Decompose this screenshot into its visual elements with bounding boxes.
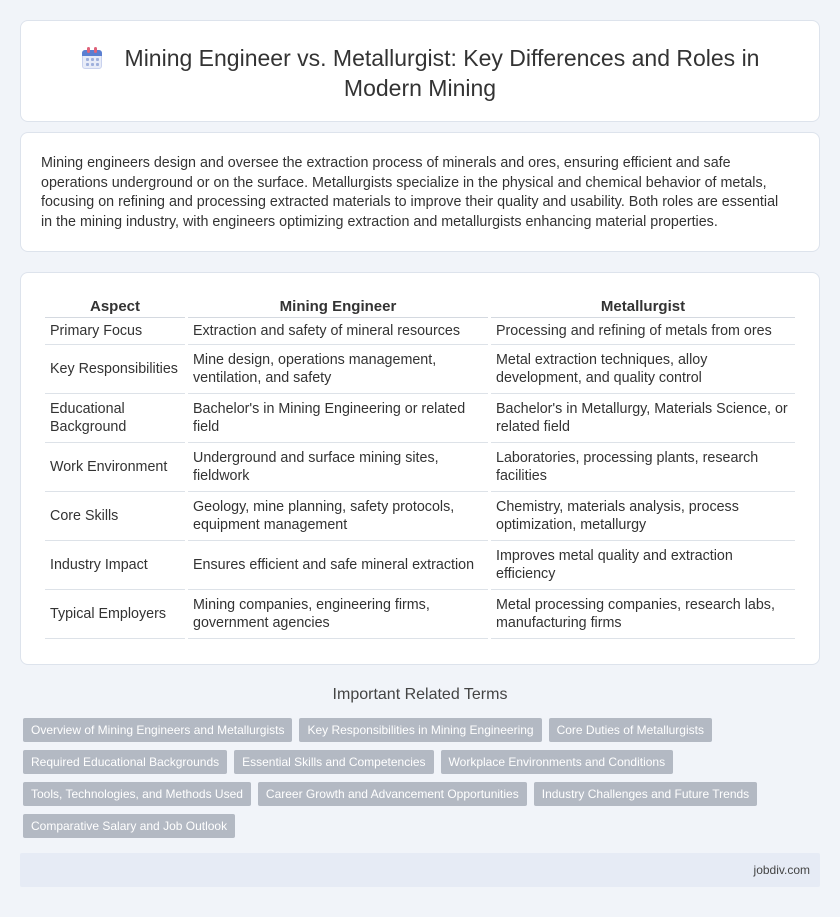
cell-aspect: Work Environment: [45, 443, 185, 492]
title-card: [20, 20, 820, 122]
related-tag[interactable]: Industry Challenges and Future Trends: [534, 782, 757, 806]
cell-metallurgist: Metal processing companies, research labs, manufacturing firms: [491, 590, 795, 639]
related-tag[interactable]: Essential Skills and Competencies: [234, 750, 433, 774]
cell-aspect: Primary Focus: [45, 318, 185, 345]
header-aspect: Aspect: [45, 296, 185, 318]
header-metallurgist: Metallurgist: [491, 296, 795, 318]
related-tag[interactable]: Comparative Salary and Job Outlook: [23, 814, 235, 838]
table-row: [45, 394, 795, 443]
intro-paragraph: Mining engineers design and oversee the extraction process of minerals and ores, ensuring efficient and safe operations underground or on the surface. Metallurgists specialize in the physical and chemical behavior of metals, focusing on refining and processing extracted materials to improve their quality and usability. Both roles are essential in the mining industry, with engineers optimizing extraction and metallurgists enhancing material properties.: [41, 155, 779, 230]
cell-mining-engineer: Geology, mine planning, safety protocols, equipment management: [188, 492, 488, 541]
cell-metallurgist: Bachelor's in Metallurgy, Materials Science, or related field: [491, 394, 795, 443]
related-tag[interactable]: Workplace Environments and Conditions: [441, 750, 674, 774]
header-mining-engineer: Mining Engineer: [188, 296, 488, 318]
page-title: [61, 43, 779, 103]
table-row: [45, 492, 795, 541]
related-tag[interactable]: Core Duties of Metallurgists: [549, 718, 712, 742]
cell-metallurgist: Processing and refining of metals from ores: [491, 318, 795, 345]
cell-mining-engineer: Extraction and safety of mineral resources: [188, 318, 488, 345]
cell-metallurgist: Chemistry, materials analysis, process optimization, metallurgy: [491, 492, 795, 541]
footer-site-link[interactable]: jobdiv.com: [753, 863, 810, 877]
footer: [20, 853, 820, 887]
cell-metallurgist: Improves metal quality and extraction efficiency: [491, 541, 795, 590]
cell-aspect: Key Responsibilities: [45, 345, 185, 394]
cell-metallurgist: Metal extraction techniques, alloy development, and quality control: [491, 345, 795, 394]
comparison-card: [20, 272, 820, 665]
comparison-table: [42, 296, 798, 639]
cell-mining-engineer: Underground and surface mining sites, fieldwork: [188, 443, 488, 492]
related-terms-heading: Important Related Terms: [332, 686, 508, 703]
related-tag[interactable]: Career Growth and Advancement Opportunities: [258, 782, 527, 806]
cell-aspect: Typical Employers: [45, 590, 185, 639]
cell-mining-engineer: Mining companies, engineering firms, government agencies: [188, 590, 488, 639]
related-tag[interactable]: Required Educational Backgrounds: [23, 750, 227, 774]
table-row: [45, 541, 795, 590]
intro-card: [20, 132, 820, 252]
table-row: [45, 345, 795, 394]
related-tag[interactable]: Key Responsibilities in Mining Engineering: [299, 718, 541, 742]
cell-aspect: Educational Background: [45, 394, 185, 443]
table-row: [45, 443, 795, 492]
cell-aspect: Core Skills: [45, 492, 185, 541]
table-row: [45, 590, 795, 639]
table-header-row: [45, 296, 795, 318]
calendar-icon: [81, 47, 103, 69]
table-row: [45, 318, 795, 345]
cell-mining-engineer: Bachelor's in Mining Engineering or related field: [188, 394, 488, 443]
cell-metallurgist: Laboratories, processing plants, research facilities: [491, 443, 795, 492]
related-tag[interactable]: Overview of Mining Engineers and Metallurgists: [23, 718, 292, 742]
cell-mining-engineer: Ensures efficient and safe mineral extraction: [188, 541, 488, 590]
page-title-text: Mining Engineer vs. Metallurgist: Key Differences and Roles in Modern Mining: [124, 45, 760, 101]
cell-aspect: Industry Impact: [45, 541, 185, 590]
cell-mining-engineer: Mine design, operations management, ventilation, and safety: [188, 345, 488, 394]
related-tag[interactable]: Tools, Technologies, and Methods Used: [23, 782, 251, 806]
related-terms-list: [23, 718, 823, 846]
